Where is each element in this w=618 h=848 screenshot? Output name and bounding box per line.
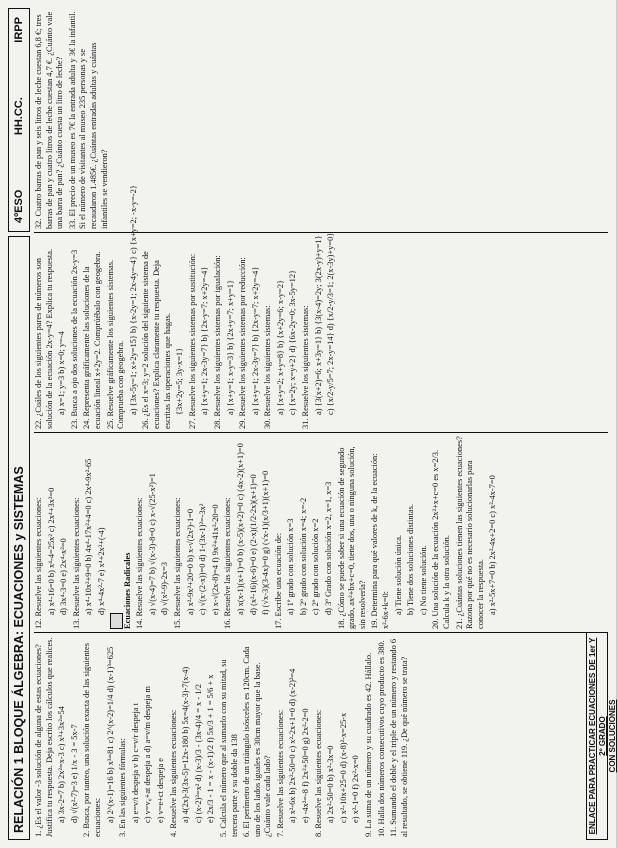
exercise-text: 23. Busca a ojo dos soluciones de la ecuación 2x-y=3: [69, 249, 79, 429]
group-label: HH.CC.: [13, 97, 25, 136]
equation-line: c) √(x·(2-x))=0 d) 1-(3x-1)²=-3x²: [198, 503, 208, 615]
header-meta: [8, 8, 30, 232]
exercise-text: 20. Una solución de la ecuación 2x²+x+c=0 es x=2/3. Calcula k y la otra solución.: [431, 449, 451, 629]
equation-line: a) Tiene solución única.: [393, 534, 403, 615]
exercise-text: Ecuaciones Radicales: [122, 552, 132, 629]
exercise-text: 21. ¿Cuántas soluciones tienen las siguientes ecuaciones? Razona por qué no es necesario solucionarlas para conocer la respuesta.: [454, 436, 485, 629]
exercise-text: 4. Resuelve las siguientes ecuaciones:: [168, 709, 178, 837]
exercise-text: 17. Escribe una ecuación de:: [273, 532, 283, 629]
course-label: 4ºESO: [13, 189, 25, 223]
equation-line: a) 4(2x)-3(3x-5)=12x-180 b) 5x=4(x-3)-7(x-4): [181, 666, 191, 823]
exercise-text: 32. Cuatro barras de pan y seis litros de leche cuestan 6,8 €; tres barras de pan y cuatro litros de leche cuestan 4,7 €. ¿Cuánto vale una barra de pan? ¿Cuánto cuesta un litro de leche?: [34, 11, 65, 229]
equation-line: d) 3x⁴-3=0 e) 2x⁴-x²=0: [59, 538, 69, 615]
equation-line: c) x²-10x+25=0 d) (x-8)²-x=25-x: [338, 712, 348, 823]
exercise-text: 6. El perímetro de un triángulo isósceles es 120cm. Cada uno de los lados iguales es 30cm mayor que la base. ¿Cuánto vale cada lado?: [242, 646, 273, 837]
equation-line: a) 2x²-50=0 b) x²-3x=0: [326, 745, 336, 823]
equation-line: e) 2x/3 - 1 = x - (x-1)/2 f) 5x/3 + 1 = 5/6 + x: [206, 674, 216, 823]
column-1: [34, 632, 608, 840]
column-3: [34, 185, 608, 432]
column-2: [34, 432, 608, 632]
equation-line: c) No tiene solución.: [418, 545, 428, 615]
exercise-text: 22. ¿Cuáles de los siguientes pares de números son solución de la ecuación 2x-y=4? Explica tu respuesta.: [34, 248, 54, 429]
equation-line: a) e=v/t despeja v b) c=v/r despeja t: [130, 703, 140, 823]
equation-line: {3x+2y=5; 3y-x=1}: [175, 347, 185, 415]
practice-link-line2: CON SOLUCIONES: [608, 699, 617, 773]
equation-line: a) {x+y=1; x-y=3} b) {2x+y=7; x+y=1}: [225, 280, 235, 415]
exercise-text: 24. Representa gráficamente las soluciones de la ecuación lineal x+2y=2. Comprúébalo con geogebra.: [82, 251, 102, 429]
exercise-text: 12. Resuelve las siguientes ecuaciones:: [34, 497, 43, 629]
equation-line: a) √(x-4)=7 b) √(x-3)-8=0 c) x-√(25-x²)=1: [147, 473, 157, 615]
exercise-text: 30. Resuelve los siguientes sistemas:: [263, 305, 273, 429]
equation-line: c) {x=2y; x=y+2} d) {6x-2y=0; 3x-5y=12}: [288, 269, 298, 415]
equation-line: a) x²-5x+7=0 b) 2x²-4x+2=0 c) x²-4x-7=0: [488, 475, 498, 615]
practice-link[interactable]: [586, 632, 617, 840]
book-icon: [110, 613, 123, 629]
equation-line: a) {x+y=1; 2x-3y=7} b) {2x-y=7; x+2y=-4}: [200, 266, 210, 415]
exercise-text: 18. ¿Cómo se puede saber si una ecuación de segundo grado, ax²+bx+c=0, tiene dos, una o ninguna solución, sin resolverla?: [336, 446, 367, 629]
exercise-text: 8. Resuelve las siguientes ecuaciones:: [313, 709, 323, 837]
exercise-text: 11. Sumando el doble y el triple de un número y restando 6 al resultado, se obtiene 119. ¿De qué número se trata?: [389, 638, 409, 837]
equation-line: e) v=e+ct despeja e: [155, 757, 165, 823]
exercise-text: 1. ¿Es el valor -3 solución de alguna de estas ecuaciones? Justifica tu respuesta. Deja escrito los cálculos que realices.: [34, 637, 54, 837]
exercise-text: 16. Resuelve las siguientes ecuaciones:: [223, 497, 233, 629]
equation-line: a) x⁴-10x²+9=0 b) 4x⁴-17x²+4=0 c) 2x⁴-9x²-65: [84, 458, 94, 615]
exercise-text: 2. Busca, por tanteo, una solución exacta de las siguientes ecuaciones:: [82, 643, 102, 837]
equation-line: e) x²-1=0 f) 2x²-x=0: [351, 755, 361, 823]
exercise-text: 26. ¿Es el x=3; y=2 solución del siguiente sistema de ecuaciones? Explica claramente tu respuesta. Deja escritas las operaciones que hagas.: [141, 251, 172, 429]
equation-line: c) (x-2)²=x² d) (x-3)/3 - (3x-4)/4 = x - 1/2: [193, 684, 203, 823]
equation-line: a) 1º grado con solución x=3: [286, 518, 296, 615]
equation-line: a) {3x-5y=1; x+2y=15} b) {x-2y=1; 2x-4y=-4} c) {x+y=2; -x-y=-2}: [128, 185, 138, 415]
equation-line: c) {x/2-y/5=7; 2x-y=14} d) {x/2-y/3=1; 2(x-3y)+y=0}: [326, 232, 336, 415]
exercise-text: 19. Determina para qué valores de k, de la ecuación: x²-6x+k=0:: [370, 453, 391, 629]
equation-line: a) x²-6x b) 2x²-50=0 c) x²-2x+1=0 d) (x-2)²=4: [288, 668, 298, 823]
exercise-text: 9. La suma de un número y su cuadrado es 42. Hállalo.: [364, 652, 374, 837]
exercise-text: 29. Resuelve los siguientes sistemas por reducción:: [238, 257, 248, 429]
equation-line: f) (√x-3)(3-4x)=0 g) (√x-1)(x/3+1)(x+1)=0: [261, 470, 271, 615]
equation-line: d) 3º Grado con solución x=2, x=1, x=3: [324, 481, 334, 615]
exercise-text: 15. Resuelve las siguientes ecuaciones:: [172, 497, 182, 629]
code-label: IRPP: [13, 17, 25, 43]
exercise-text: 33. El precio de un museo es 7€ la entrada adulta y 3€ la infantil. Si el número de visitantes al museo 235 personas y se recaudaron 1.485€. ¿Cuántas entradas adultas y cuántas infantiles se vendieron?: [67, 11, 109, 229]
equation-line: a) {x+y=1; 2x-3y=7} b) {2x-y=7; x+2y=-4}: [250, 266, 260, 415]
equation-line: a) {x+y=2; x+y=8} b) {x+2y=6; x-y=2}: [275, 280, 285, 415]
exercise-text: 7. Resuelve las siguientes ecuaciones:: [275, 709, 285, 837]
equation-line: c) 2º grado con solución x=2: [311, 518, 321, 615]
practice-link-line1: ENLACE PARA PRACTICAR ECUACIONES DE 1er Y 2º GRADO: [588, 637, 607, 835]
equation-line: b) 2º grado con solución x=4; x=-2: [298, 497, 308, 615]
equation-line: a) x²-9x²+20=0 b) x-√(2x²)-1=0: [185, 508, 195, 615]
equation-line: a) x=1; y=3 b) x=0; y=-4: [57, 331, 67, 415]
exercise-text: 3. En las siguientes fórmulas:: [118, 738, 128, 837]
equation-line: e) -4x²=-8 f) 2x²+50=0 g) 2x²-2=0: [301, 708, 311, 823]
equation-line: a) 3x-2=7 b) 2x²=x-3 c) x³+3x²=54: [57, 706, 67, 823]
equation-line: e) x-√(2x-8)=4 f) 9x²+41x²-20=0: [210, 504, 220, 615]
equation-line: c) v=v₀+at despeja a d) a=v/m despeja m: [143, 686, 153, 823]
exercise-text: 5. Calcula el número que al sumarlo con su mitad, su tercera parte y su doble da 138: [218, 659, 239, 837]
exercise-text: 28. Resuelve los siguientes sistemas por igualación:: [212, 255, 222, 429]
exercise-text: 31. Resuelve los siguientes sistemas:: [301, 305, 311, 429]
equation-line: a) x⁴-16=0 b) x⁴-4=25x² c) 2x⁴+3x²=0: [46, 487, 56, 615]
exercise-text: 27. Resuelve los siguientes sistemas por sustitución:: [187, 253, 197, 429]
equation-line: b) Tiene dos soluciones distintas.: [406, 504, 416, 615]
equation-line: a) x(x-1)(x+1)=0 b) (x-5)(x+2)=0 c) (4x-2)(x+1)=0: [235, 443, 245, 615]
exercise-text: 25. Resuelve gráficamente los siguientes sistemas. Comprueba con geogebra.: [105, 259, 126, 429]
exercise-text: 13. Resuelve las siguientes ecuaciones:: [71, 497, 81, 629]
equation-line: a) {3(x+2)=6; x+3y=1} b) {3(x-4)=2y; 3(2x-y)+y=1}: [313, 235, 323, 415]
equation-line: d) √(x²-9)-2x=3: [160, 562, 170, 615]
column-4: [34, 8, 608, 232]
exercise-text: 14. Resuelve las siguientes ecuaciones:: [135, 497, 145, 629]
exercise-text: 10. Halla dos números consecutivos cuyo producto es 380.: [376, 640, 386, 837]
equation-line: d) √(x²-7)=3 e) 1/x - 3 = 5x-7: [69, 724, 79, 823]
equation-line: a) 2^(x-1)=16 b) x³=81 c) 2^(x-2)=1/4 d) (x-1)³=625: [105, 646, 115, 823]
equation-line: d) (x²-16)(x-6)=0 e) (2-x)(1/2-2x)(x+1)=0: [248, 474, 258, 615]
equation-line: d) x⁴-4x²-7 e) x⁴+2x²+(-4): [96, 527, 106, 615]
worksheet-title: RELACIÓN 1 BLOQUE ÁLGEBRA: ECUACIONES y SISTEMAS: [8, 236, 30, 840]
